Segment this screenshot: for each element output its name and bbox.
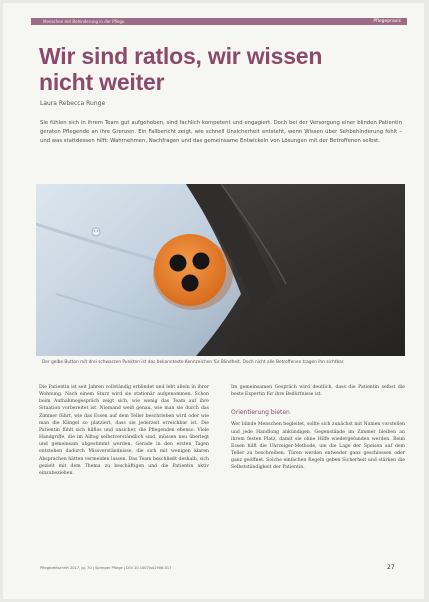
section-subhead: Orientierung bieten [231,409,290,417]
blind-badge-icon [154,234,226,306]
page-number: 27 [387,564,395,571]
photo-illustration [36,184,405,356]
photo-caption: Der gelbe Button mit drei schwarzen Punkten ist das bekannteste Kennzeichen für Blindheit. Doch nicht alle Betroffenen tragen ihn sichtbar. [42,360,345,365]
page-footer: Pflegezeitschrift 2017, Jg. 70 | Springer Pflege | DOI 10.1007/s41906-017 [40,566,172,570]
header-bar [31,18,407,25]
article-author: Laura Rebecca Runge [40,100,106,107]
article-title: Wir sind ratlos, wir wissen nicht weiter [39,43,323,95]
article-photo [36,184,405,356]
body-column-left: Die Patientin ist seit Jahren vollständig erblindet und lebt allein in ihrer Wohnung. Nach einem Sturz wird sie stationär aufgenommen. Schon beim Aufnahmegespräch zeigt sich, wie wenig das Team auf ihre Situation vorbereitet ist. Niemand weiß genau, wie man sie durch das Zimmer führt, wie das Essen auf dem Teller beschrieben wird oder wie man die Klingel so platziert, dass sie jederzeit erreichbar ist. Die Patientin fühlt sich hilflos und unsicher, die Pflegenden ebenso. Viele Handgriffe, die im Alltag selbstverständlich sind, müssen neu überlegt und gemeinsam abgestimmt werden. Gerade in den ersten Tagen entstehen dadurch Missverständnisse, die sich mit wenigen klaren Absprachen hätten vermeiden lassen. Das Team beschließt deshalb, sich gezielt mit dem Thema zu beschäftigen und die Patientin aktiv einzubeziehen. [39,385,209,476]
magazine-page [3,3,424,599]
body-paragraph: Im gemeinsamen Gespräch wird deutlich, dass die Patientin selbst die beste Expertin für ihre Bedürfnisse ist. [231,385,405,398]
body-column-right [231,384,405,472]
header-tag: Menschen mit Behinderung in der Pflege [43,19,125,24]
body-paragraph: Wer blinde Menschen begleitet, sollte sich zunächst mit Namen vorstellen und jede Handlung ankündigen. Gegenstände im Zimmer bleiben an ihrem festen Platz, damit sie ohne Hilfe wiedergefunden werden. Beim Essen hilft die Uhrzeiger-Methode, um die Lage der Speisen auf dem Teller zu beschreiben. Türen werden entweder ganz geschlossen oder ganz geöffnet. Solche einfachen Regeln geben Sicherheit und stärken die Selbstständigkeit der Patientin. [231,422,405,471]
article-lead: Sie fühlen sich in ihrem Team gut aufgehoben, sind fachlich kompetent und engagiert. Doch bei der Versorgung einer blinden Patientin geraten Pflegende an ihre Grenzen. Ein Fallbericht zeigt, wie schnell Unsicherheit entsteht, wenn Wissen über Sehbehinderung fehlt – und was stattdessen hilft: Wahrnehmen, Nachfragen und das gemeinsame Entwickeln von Lösungen mit der Betroffenen selbst. [40,120,402,144]
section-label: Pflegepraxis [373,19,401,24]
